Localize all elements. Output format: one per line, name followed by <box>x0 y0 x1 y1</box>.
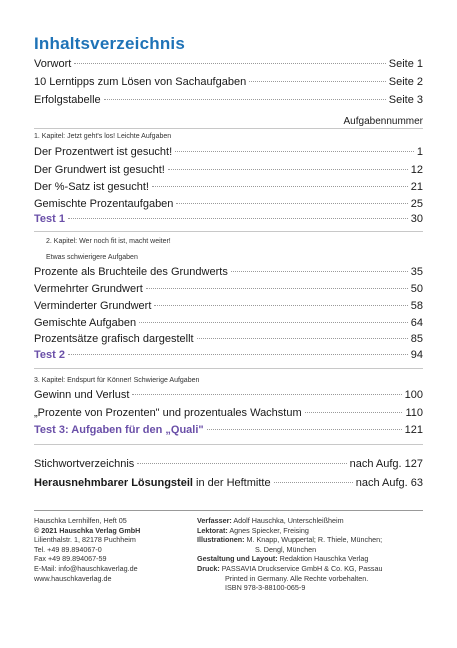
chapter-heading: 2. Kapitel: Wer noch fit ist, macht weiter! <box>46 238 171 245</box>
divider <box>34 444 423 445</box>
page-title: Inhaltsverzeichnis <box>34 34 185 53</box>
index-entry: Stichwortverzeichnis nach Aufg. 127 <box>34 458 423 470</box>
toc-entry: Gewinn und Verlust 100 <box>34 389 423 401</box>
test-entry: Test 3: Aufgaben für den „Quali" 121 <box>34 424 423 436</box>
toc-entry: Vorwort Seite 1 <box>34 58 423 70</box>
divider <box>34 510 423 511</box>
solutions-entry: Herausnehmbarer Lösungsteil in der Heftmitte nach Aufg. 63 <box>34 477 423 489</box>
toc-entry: „Prozente von Prozenten" und prozentuales Wachstum 110 <box>34 407 423 419</box>
toc-entry: Der Prozentwert ist gesucht! 1 <box>34 146 423 158</box>
chapter-subheading: Etwas schwierigere Aufgaben <box>46 254 138 261</box>
divider <box>34 368 423 369</box>
credits-info: Verfasser: Adolf Hauschka, Unterschleißheim Lektorat: Agnes Spiecker, Freising Illustrationen: M. Knapp, Wuppertal; R. Thiele, München; S. Dengl, München Gestaltung und Layout: Redaktion Hauschka Verlag Druck: PASSAVIA Druckservice GmbH & Co. KG, Passau Printed in Germany. Alle Rechte vorbehalten. ISBN 978-3-88100-065-9 <box>197 516 383 593</box>
toc-entry: Verminderter Grundwert 58 <box>34 300 423 312</box>
toc-entry: Erfolgstabelle Seite 3 <box>34 94 423 106</box>
test-entry: Test 2 94 <box>34 349 423 361</box>
column-header: Aufgabennummer <box>343 116 423 127</box>
toc-entry: Gemischte Prozentaufgaben 25 <box>34 198 423 210</box>
chapter-heading: 1. Kapitel: Jetzt geht's los! Leichte Aufgaben <box>34 133 172 140</box>
toc-entry: Der %-Satz ist gesucht! 21 <box>34 181 423 193</box>
chapter-heading: 3. Kapitel: Endspurt für Könner! Schwierige Aufgaben <box>34 377 200 384</box>
toc-entry: 10 Lerntipps zum Lösen von Sachaufgaben Seite 2 <box>34 76 423 88</box>
divider <box>34 128 423 129</box>
test-entry: Test 1 30 <box>34 213 423 225</box>
publisher-info: Hauschka Lernhilfen, Heft 05 © 2021 Hauschka Verlag GmbH Lilienthalstr. 1, 82178 Puchheim Tel. +49 89.894067-0 Fax +49 89.894067-59 E-Mail: info@hauschkaverlag.de www.hauschkaverlag.de <box>34 516 141 583</box>
divider <box>34 231 423 232</box>
toc-entry: Gemischte Aufgaben 64 <box>34 317 423 329</box>
toc-entry: Prozentsätze grafisch dargestellt 85 <box>34 333 423 345</box>
toc-entry: Der Grundwert ist gesucht! 12 <box>34 164 423 176</box>
toc-entry: Prozente als Bruchteile des Grundwerts 35 <box>34 266 423 278</box>
toc-entry: Vermehrter Grundwert 50 <box>34 283 423 295</box>
